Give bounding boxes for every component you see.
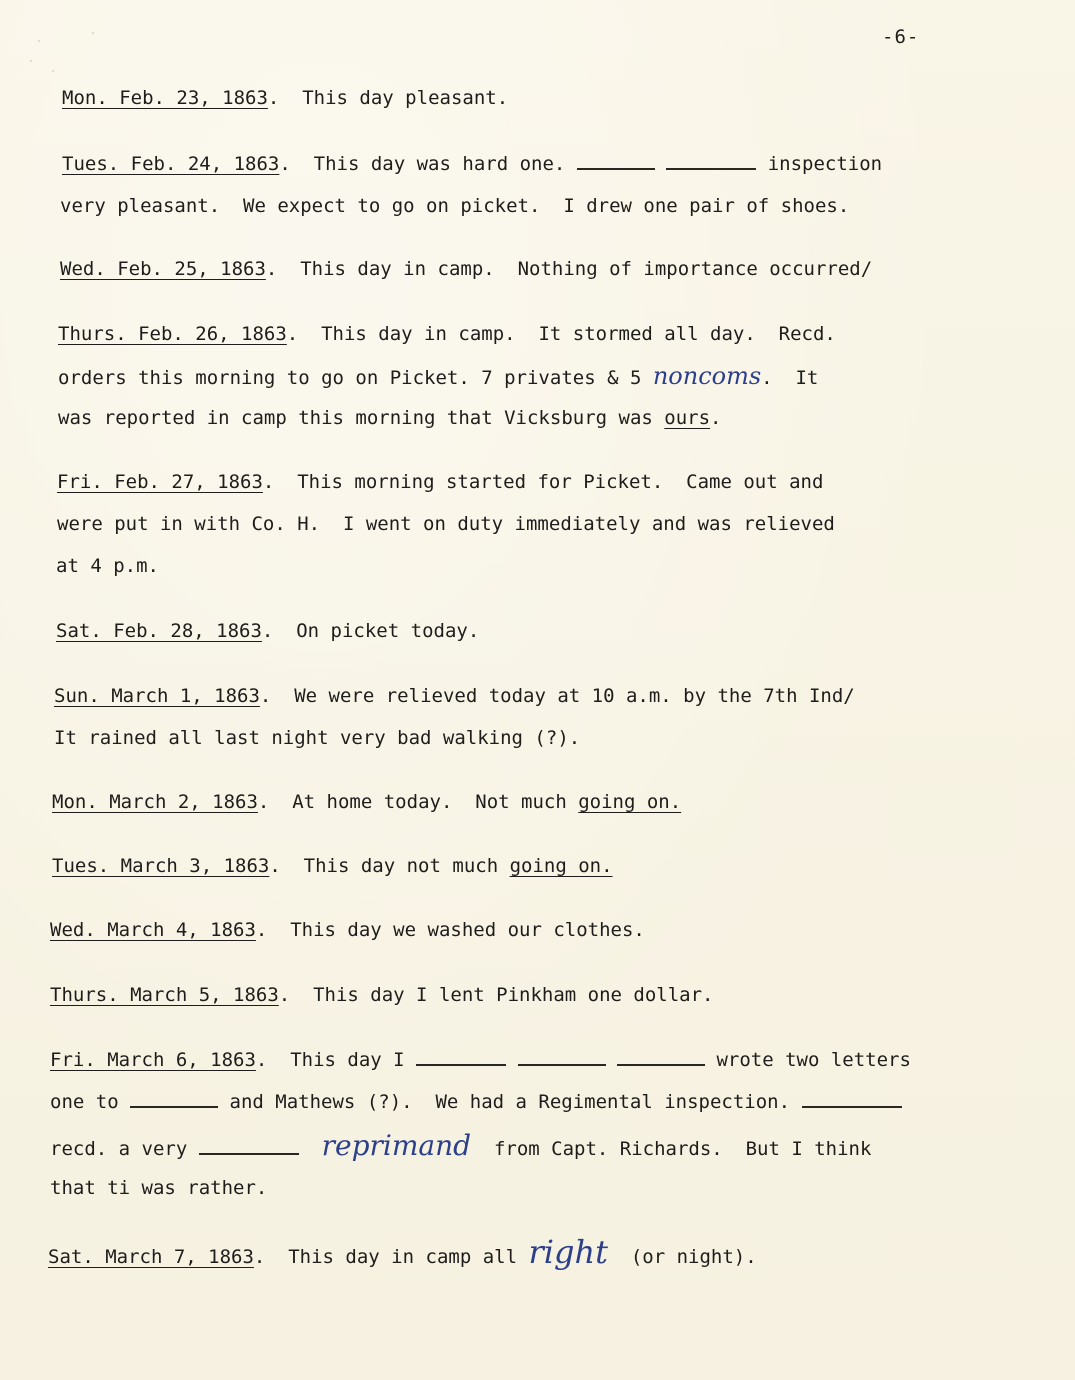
diary-entry-line: Sat. March 7, 1863. This day in camp all right (or night). (48, 1233, 757, 1271)
handwritten-insert: right (528, 1233, 608, 1271)
entry-date: Fri. March 6, 1863 (50, 1049, 256, 1071)
entry-text: . (710, 407, 722, 429)
diary-entry-line: Thurs. March 5, 1863. This day I lent Pinkham one dollar. (50, 984, 714, 1006)
paper-speck (52, 70, 54, 72)
diary-entry-line (50, 1129, 872, 1162)
entry-date: Wed. Feb. 25, 1863 (60, 258, 266, 280)
entry-date: Tues. March 3, 1863 (52, 855, 270, 877)
diary-entry-line: Mon. March 2, 1863. At home today. Not much going on. (52, 791, 682, 813)
entry-text: inspection (767, 153, 883, 175)
entry-date: Tues. Feb. 24, 1863 (62, 153, 280, 175)
entry-text: This day I (290, 1049, 405, 1071)
entry-text: (or night). (630, 1246, 757, 1268)
illegible-blank (518, 1048, 606, 1066)
diary-entry-line: Wed. March 4, 1863. This day we washed our clothes. (50, 919, 645, 941)
diary-entry-line: Fri. March 6, 1863. This day I wrote two letters (50, 1049, 911, 1071)
illegible-blank (199, 1137, 299, 1155)
entry-date: Sun. March 1, 1863 (54, 685, 260, 707)
entry-text: This morning started for Picket. Came out and (297, 471, 824, 493)
entry-date: Mon. March 2, 1863 (52, 791, 258, 813)
diary-entry-line: Sun. March 1, 1863. We were relieved today at 10 a.m. by the 7th Ind/ (54, 685, 855, 707)
entry-text: This day I lent Pinkham one dollar. (313, 984, 714, 1006)
diary-entry-line: Tues. Feb. 24, 1863. This day was hard one. inspection (62, 153, 883, 175)
illegible-blank (577, 152, 655, 170)
entry-text: This day not much (303, 855, 499, 877)
entry-date: Wed. March 4, 1863 (50, 919, 256, 941)
diary-entry-line: It rained all last night very bad walking (?). (54, 727, 581, 749)
diary-entry-line: that ti was rather. (50, 1177, 268, 1199)
entry-text: At home today. Not much (292, 791, 567, 813)
entry-text: . It (761, 367, 819, 389)
underlined-text: going on. (578, 791, 682, 813)
diary-entry-line: Tues. March 3, 1863. This day not much going on. (52, 855, 613, 877)
entry-text: one to (50, 1091, 119, 1113)
page-number: -6- (882, 26, 920, 48)
diary-entry-line: Sat. Feb. 28, 1863. On picket today. (56, 620, 480, 642)
entry-text: This day in camp. Nothing of importance occurred/ (300, 258, 873, 280)
diary-entry-line: Wed. Feb. 25, 1863. This day in camp. Nothing of importance occurred/ (60, 258, 873, 280)
entry-text: This day pleasant. (302, 87, 509, 109)
entry-date: Fri. Feb. 27, 1863 (57, 471, 263, 493)
paper-speck (30, 60, 32, 62)
entry-date: Thurs. March 5, 1863 (50, 984, 279, 1006)
illegible-blank (416, 1048, 506, 1066)
entry-text: This day was hard one. (313, 153, 566, 175)
paper-speck (38, 40, 40, 42)
entry-text: orders this morning to go on Picket. 7 privates & 5 (58, 367, 642, 389)
entry-text: This day we washed our clothes. (290, 919, 645, 941)
entry-text: and Mathews (?). We had a Regimental inspection. (229, 1091, 791, 1113)
illegible-blank (666, 152, 756, 170)
diary-entry-line (58, 406, 722, 430)
illegible-blank (130, 1090, 218, 1108)
entry-text: wrote two letters (716, 1049, 911, 1071)
diary-entry-line (50, 1090, 902, 1114)
entry-date: Sat. Feb. 28, 1863 (56, 620, 262, 642)
entry-date: Thurs. Feb. 26, 1863 (58, 323, 287, 345)
entry-text: This day in camp all (288, 1246, 518, 1268)
entry-text: This day in camp. It stormed all day. Recd. (321, 323, 836, 345)
entry-text: We were relieved today at 10 a.m. by the 7th Ind/ (294, 685, 855, 707)
entry-text: from Capt. Richards. But I think (493, 1138, 872, 1160)
diary-entry-line: Thurs. Feb. 26, 1863. This day in camp. It stormed all day. Recd. (58, 323, 836, 345)
underlined-text: ours (664, 407, 711, 429)
entry-text: was reported in camp this morning that Vicksburg was (58, 407, 653, 429)
illegible-blank (617, 1048, 705, 1066)
entry-date: Sat. March 7, 1863 (48, 1246, 254, 1268)
entry-text: On picket today. (296, 620, 480, 642)
diary-entry-line (58, 364, 818, 390)
underlined-text: going on. (509, 855, 613, 877)
diary-entry-line: were put in with Co. H. I went on duty immediately and was relieved (57, 513, 835, 535)
diary-entry-line: at 4 p.m. (56, 555, 159, 577)
diary-entry-line: very pleasant. We expect to go on picket. I drew one pair of shoes. (60, 195, 850, 217)
handwritten-insert: noncoms (652, 362, 762, 390)
illegible-blank (802, 1090, 902, 1108)
entry-date: Mon. Feb. 23, 1863 (62, 87, 268, 109)
diary-entry-line: Mon. Feb. 23, 1863. This day pleasant. (62, 87, 509, 109)
handwritten-insert: reprimand (321, 1129, 472, 1162)
entry-text: recd. a very (50, 1138, 188, 1160)
diary-entry-line: Fri. Feb. 27, 1863. This morning started for Picket. Came out and (57, 471, 824, 493)
paper-speck (92, 32, 94, 34)
